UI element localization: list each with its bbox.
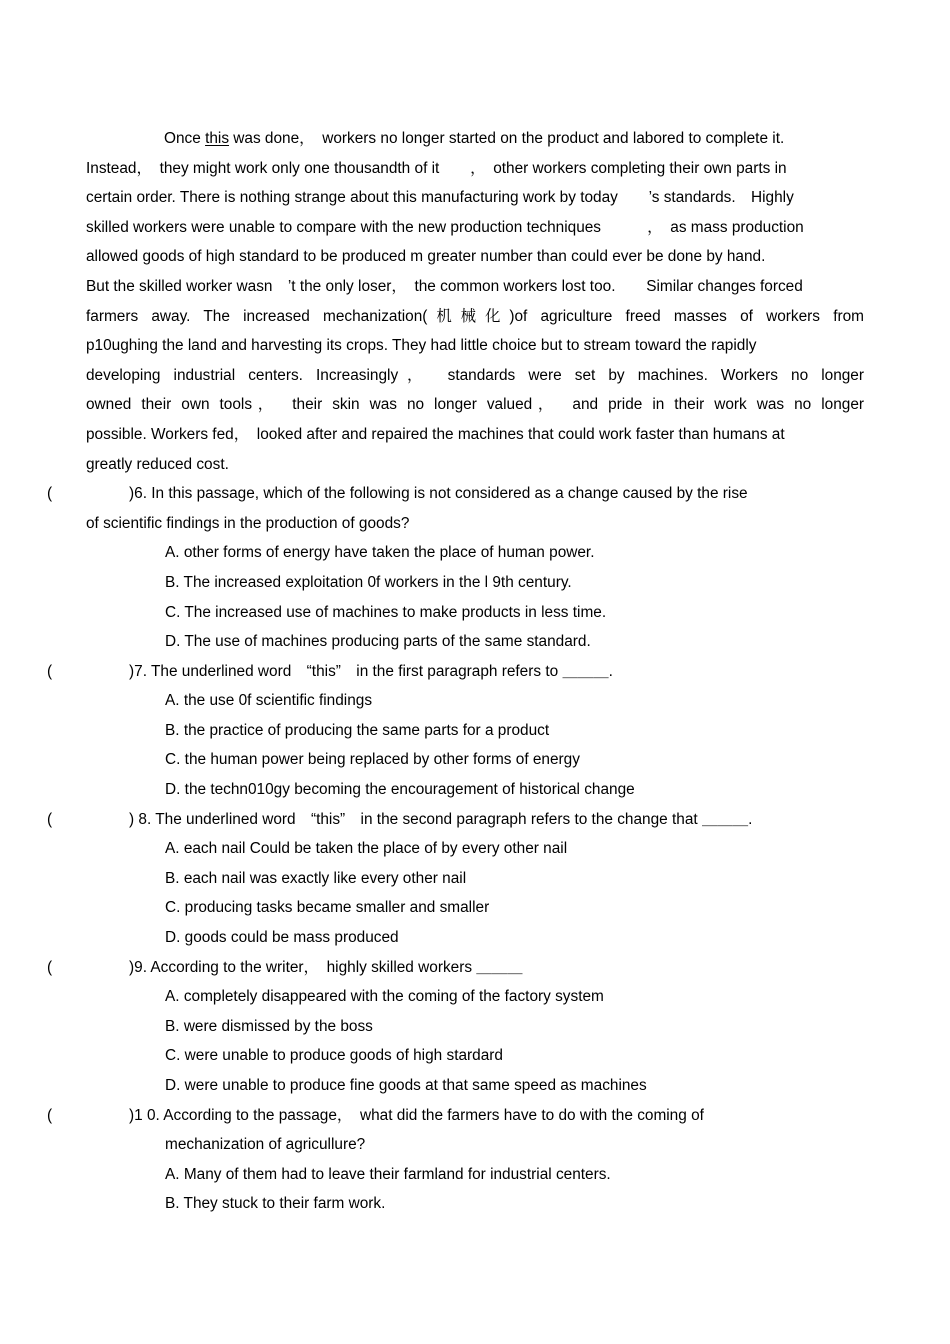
question-7-stem: [47, 657, 864, 687]
passage-line-1-lead: Once: [164, 130, 206, 147]
passage-line-1-rest: was done， workers no longer started on the product and labored to complete it.: [229, 130, 785, 147]
answer-paren-open-8[interactable]: (: [47, 810, 53, 828]
question-9-stem-line1: According to the writer， highly skilled workers ＿＿＿: [146, 958, 523, 976]
question-9-option-b[interactable]: B. were dismissed by the boss: [165, 1017, 373, 1035]
passage-line-10: owned their own tools， their skin was no longer valued， and pride in their work was no longer: [86, 396, 864, 414]
passage-line-5: allowed goods of high standard to be produced m greater number than could ever be done by hand.: [86, 248, 766, 266]
question-9: [47, 953, 864, 1101]
passage-line-9: developing industrial centers. Increasingly， standards were set by machines. Workers no longer: [86, 366, 864, 384]
question-10: [47, 1101, 864, 1219]
answer-paren-open-9[interactable]: (: [47, 958, 53, 976]
question-6-option-c[interactable]: C. The increased use of machines to make products in less time.: [165, 603, 607, 621]
answer-paren-open-6[interactable]: (: [47, 485, 53, 503]
question-6-option-a[interactable]: A. other forms of energy have taken the place of human power.: [165, 544, 595, 562]
passage-line-2: Instead， they might work only one thousandth of it ， other workers completing their own parts in: [86, 159, 787, 177]
question-10-option-b[interactable]: B. They stuck to their farm work.: [165, 1195, 386, 1213]
passage-line-4: skilled workers were unable to compare with the new production techniques ， as mass production: [86, 218, 804, 236]
question-10-number: 1 0.: [134, 1106, 160, 1124]
question-6-stem: [47, 479, 864, 509]
question-10-stem-line1: According to the passage， what did the farmers have to do with the coming of: [159, 1106, 704, 1124]
question-7-option-a[interactable]: A. the use 0f scientific findings: [165, 692, 373, 710]
question-8: [47, 805, 864, 953]
question-8-option-a[interactable]: A. each nail Could be taken the place of by every other nail: [165, 840, 568, 858]
answer-paren-close-9: ): [129, 958, 135, 976]
question-6-number: 6.: [134, 485, 147, 503]
passage-line-6: But the skilled worker wasn ’t the only loser， the common workers lost too. Similar changes forced: [86, 277, 803, 295]
answer-paren-close-10: ): [129, 1106, 135, 1124]
passage-line-3: certain order. There is nothing strange about this manufacturing work by today ’s standards. Highly: [86, 189, 794, 207]
passage-line-8: p10ughing the land and harvesting its crops. They had little choice but to stream toward the rapidly: [86, 337, 757, 355]
passage-line-7-a: farmers away. The increased mechanization(: [86, 307, 428, 325]
question-9-option-c[interactable]: C. were unable to produce goods of high stardard: [165, 1047, 503, 1065]
reading-passage: [86, 124, 864, 479]
question-8-stem: [47, 805, 864, 835]
question-8-option-c[interactable]: C. producing tasks became smaller and smaller: [165, 899, 490, 917]
question-8-number: 8.: [134, 810, 152, 828]
underlined-word-this-first: this: [205, 130, 230, 147]
question-6: [47, 479, 864, 657]
question-6-stem-line1: In this passage, which of the following is not considered as a change caused by the rise: [146, 485, 748, 503]
question-10-stem-line2: mechanization of agricullure?: [165, 1136, 366, 1154]
page-content: [47, 124, 864, 1219]
question-7-option-d[interactable]: D. the techn010gy becoming the encouragement of historical change: [165, 781, 635, 799]
question-9-option-a[interactable]: A. completely disappeared with the coming of the factory system: [165, 988, 604, 1006]
question-8-option-d[interactable]: D. goods could be mass produced: [165, 929, 399, 947]
question-9-stem: [47, 953, 864, 983]
answer-paren-close-7: ): [129, 662, 135, 680]
question-9-number: 9.: [134, 958, 147, 976]
question-7-option-c[interactable]: C. the human power being replaced by other forms of energy: [165, 751, 580, 769]
answer-paren-open-7[interactable]: (: [47, 662, 53, 680]
question-8-stem-line1: The underlined word “this” in the second paragraph refers to the change that ＿＿＿.: [151, 810, 753, 828]
passage-line-7-chinese-gloss: 机械化: [427, 306, 510, 325]
question-8-option-b[interactable]: B. each nail was exactly like every other nail: [165, 869, 467, 887]
answer-paren-close-6: ): [129, 485, 135, 503]
passage-line-1: [86, 124, 864, 154]
answer-paren-close-8: ): [129, 810, 135, 828]
question-9-option-d[interactable]: D. were unable to produce fine goods at that same speed as machines: [165, 1077, 647, 1094]
passage-line-11: possible. Workers fed， looked after and repaired the machines that could work faster than humans at: [86, 425, 785, 443]
passage-line-12: greatly reduced cost.: [86, 455, 229, 473]
passage-line-7-b: )of agriculture freed masses of workers from: [509, 307, 864, 325]
question-10-stem: [47, 1101, 864, 1131]
question-6-option-b[interactable]: B. The increased exploitation 0f workers in the l 9th century.: [165, 573, 572, 591]
question-6-option-d[interactable]: D. The use of machines producing parts of the same standard.: [165, 633, 591, 651]
question-7-stem-line1: The underlined word “this” in the first paragraph refers to ＿＿＿.: [146, 662, 613, 680]
answer-paren-open-10[interactable]: (: [47, 1106, 53, 1124]
question-6-stem-line2: of scientific findings in the production of goods?: [86, 514, 410, 532]
passage-line-7: [86, 302, 864, 332]
question-10-option-a[interactable]: A. Many of them had to leave their farmland for industrial centers.: [165, 1165, 611, 1183]
question-7: [47, 657, 864, 805]
question-7-option-b[interactable]: B. the practice of producing the same parts for a product: [165, 721, 550, 739]
question-7-number: 7.: [134, 662, 147, 680]
